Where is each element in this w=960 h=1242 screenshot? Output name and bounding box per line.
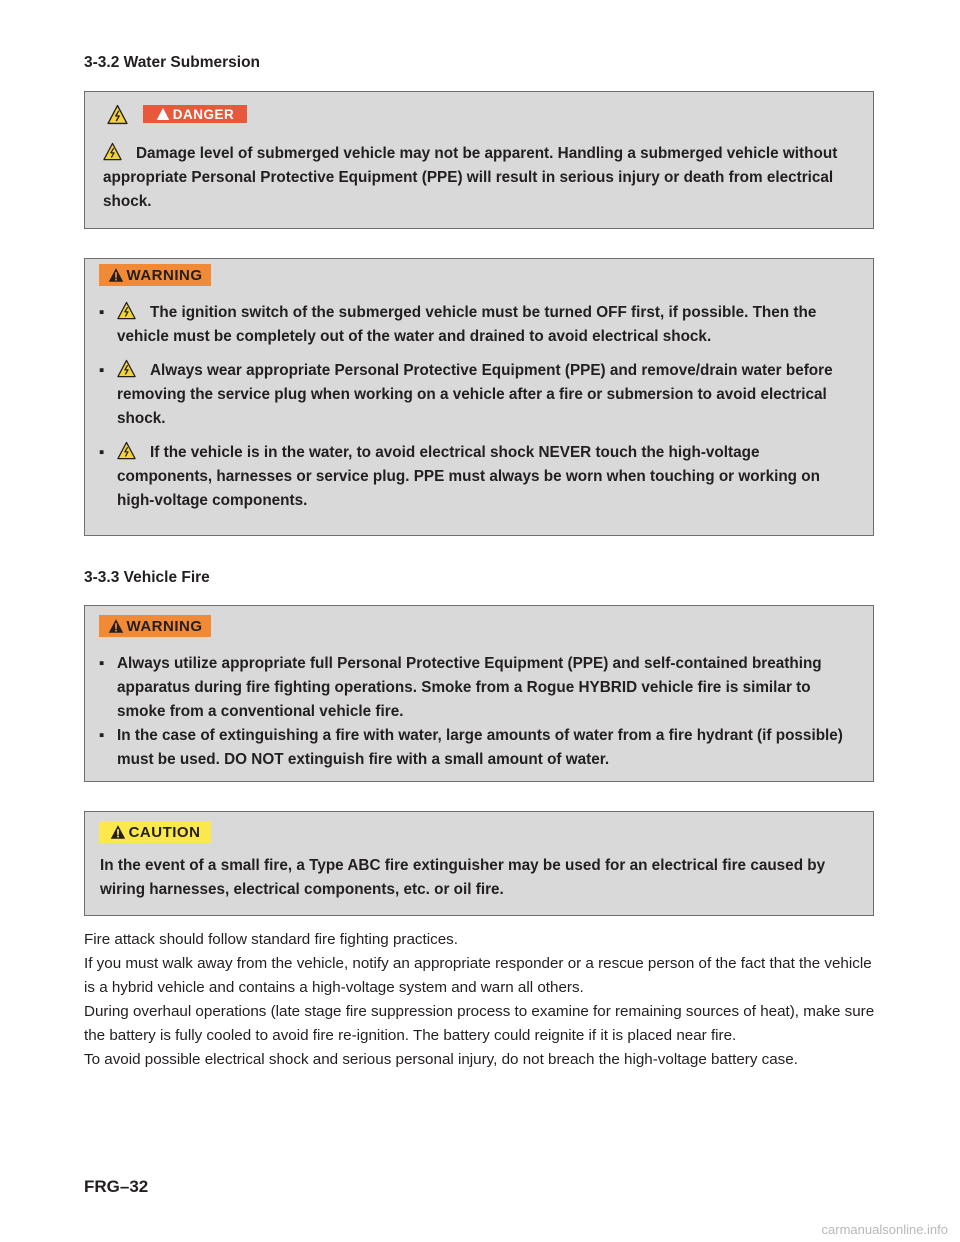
- exclamation-triangle-icon: [108, 267, 124, 283]
- warning-list-submersion: [99, 301, 849, 513]
- warning-item-text: Always utilize appropriate full Personal Protective Equipment (PPE) and self-contained breathing apparatus during fire fighting operations. Smoke from a Rogue HYBRID vehicle fire is similar to smoke from a conventional vehicle fire.: [117, 655, 822, 720]
- danger-text-content: Damage level of submerged vehicle may not be apparent. Handling a submerged vehicle without appropriate Personal Protective Equipment (PPE) will result in serious injury or death from electrical shock.: [103, 145, 838, 210]
- warning-badge-label: WARNING: [126, 266, 203, 284]
- warning-badge: [99, 264, 211, 286]
- danger-badge-label: DANGER: [172, 106, 235, 122]
- list-item: ▪ Always wear appropriate Personal Protective Equipment (PPE) and remove/drain water before removing the service plug when working on a vehicle after a fire or submersion to avoid electrical shock.: [99, 359, 849, 431]
- warning-box-submersion: [84, 258, 874, 536]
- body-paragraph: During overhaul operations (late stage fire suppression process to examine for remaining sources of heat), make sure the battery is fully cooled to avoid fire re-ignition. The battery could reignite if it is placed near fire.: [84, 1003, 875, 1044]
- warning-item-text: Always wear appropriate Personal Protective Equipment (PPE) and remove/drain water before removing the service plug when working on a vehicle after a fire or submersion to avoid electrical shock.: [117, 362, 833, 427]
- watermark: carmanualsonline.info: [821, 1222, 948, 1237]
- danger-badge: [143, 105, 247, 123]
- high-voltage-warning-icon: [107, 104, 128, 125]
- body-paragraph: If you must walk away from the vehicle, notify an appropriate responder or a rescue person of the fact that the vehicle is a hybrid vehicle and contains a high-voltage system and warn all others.: [84, 955, 872, 996]
- section-title-water-submersion: 3-3.2 Water Submersion: [84, 54, 261, 71]
- danger-box: [84, 91, 874, 229]
- caution-badge-label: CAUTION: [128, 823, 201, 841]
- exclamation-triangle-icon: [110, 824, 126, 840]
- list-item: ▪ In the case of extinguishing a fire with water, large amounts of water from a fire hydrant (if possible) must be used. DO NOT extinguish fire with a small amount of water.: [99, 727, 843, 768]
- caution-box: [84, 811, 874, 916]
- warning-box-fire: [84, 605, 874, 782]
- body-paragraph: To avoid possible electrical shock and serious personal injury, do not breach the high-voltage battery case.: [84, 1051, 798, 1068]
- high-voltage-warning-icon: [103, 142, 122, 161]
- warning-item-text: If the vehicle is in the water, to avoid electrical shock NEVER touch the high-voltage components, harnesses or service plug. PPE must always be worn when touching or working on high-voltage components.: [117, 444, 820, 509]
- warning-item-text: In the case of extinguishing a fire with water, large amounts of water from a fire hydrant (if possible) must be used. DO NOT extinguish fire with a small amount of water.: [117, 727, 843, 768]
- high-voltage-warning-icon: [117, 359, 136, 378]
- danger-text: [103, 142, 843, 214]
- section-title-vehicle-fire: 3-3.3 Vehicle Fire: [84, 569, 210, 586]
- exclamation-triangle-icon: [156, 107, 170, 121]
- caution-text: In the event of a small fire, a Type ABC fire extinguisher may be used for an electrical fire caused by wiring harnesses, electrical components, etc. or oil fire.: [100, 857, 826, 898]
- warning-badge-label: WARNING: [126, 617, 203, 635]
- page-number: FRG–32: [84, 1177, 149, 1196]
- list-item: ▪ Always utilize appropriate full Personal Protective Equipment (PPE) and self-contained breathing apparatus during fire fighting operations. Smoke from a Rogue HYBRID vehicle fire is similar to smoke from a conventional vehicle fire.: [99, 655, 822, 720]
- warning-list-fire: [99, 652, 849, 772]
- exclamation-triangle-icon: [108, 618, 124, 634]
- body-paragraph: Fire attack should follow standard fire fighting practices.: [84, 931, 458, 948]
- list-item: ▪ The ignition switch of the submerged vehicle must be turned OFF first, if possible. Then the vehicle must be completely out of the water and drained to avoid electrical shock.: [99, 301, 849, 349]
- list-item: ▪ If the vehicle is in the water, to avoid electrical shock NEVER touch the high-voltage components, harnesses or service plug. PPE must always be worn when touching or working on high-voltage components.: [99, 441, 849, 513]
- high-voltage-warning-icon: [117, 441, 136, 460]
- warning-item-text: The ignition switch of the submerged vehicle must be turned OFF first, if possible. Then the vehicle must be completely out of the water and drained to avoid electrical shock.: [117, 304, 817, 345]
- warning-badge: [99, 615, 211, 637]
- caution-badge: [99, 821, 211, 843]
- high-voltage-warning-icon: [117, 301, 136, 320]
